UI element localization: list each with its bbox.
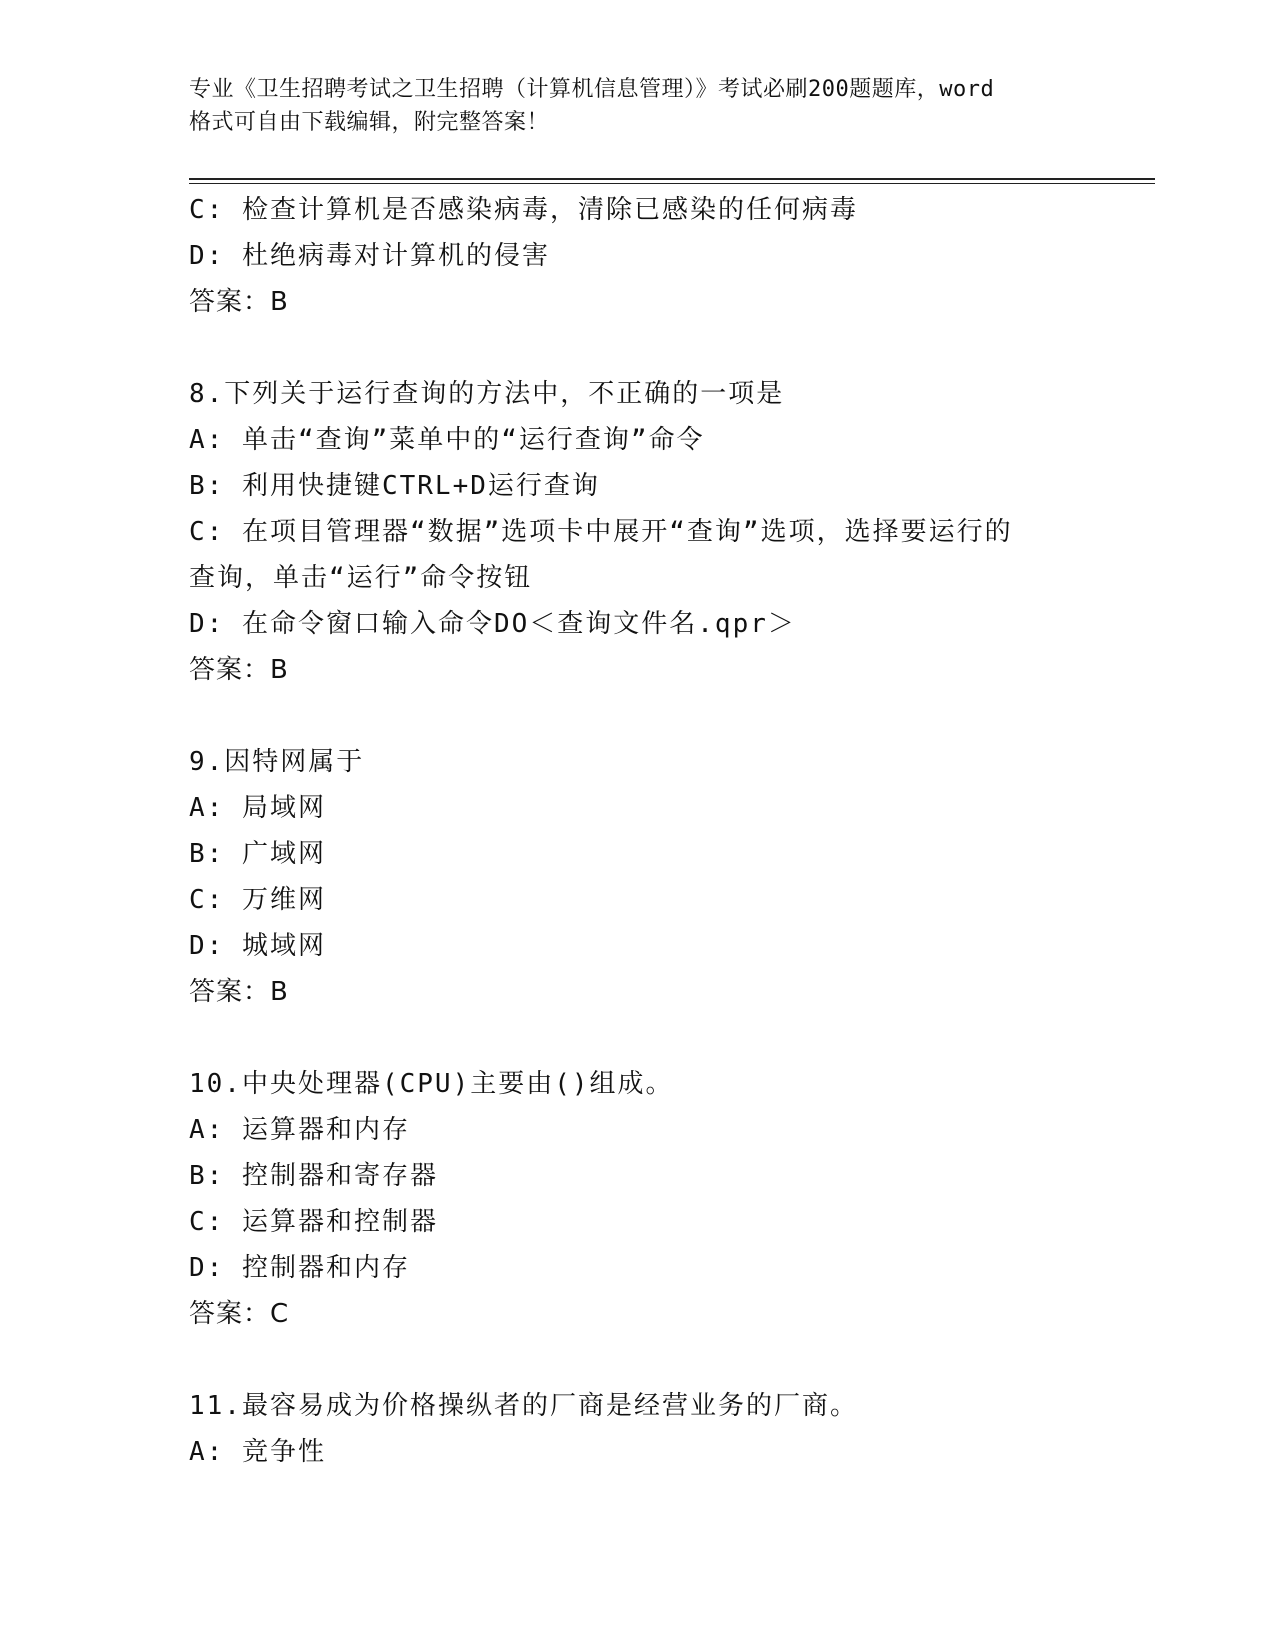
question-8 [189,371,1129,693]
question-list [189,187,1129,1475]
spacer [189,693,1129,739]
document-header [189,73,1089,139]
answer-line: 答案：B [189,977,289,1007]
spacer [189,325,1129,371]
option-c: C: 在项目管理器“数据”选项卡中展开“查询”选项，选择要运行的 [189,517,1013,547]
spacer [189,1015,1129,1061]
option-d: D: 城域网 [189,931,326,961]
option-d: D: 杜绝病毒对计算机的侵害 [189,241,550,271]
option-c: C: 运算器和控制器 [189,1207,438,1237]
answer-line: 答案：B [189,287,289,317]
header-line-1: 专业《卫生招聘考试之卫生招聘（计算机信息管理）》考试必刷200题题库，word [189,77,995,102]
option-a: A: 单击“查询”菜单中的“运行查询”命令 [189,425,705,455]
header-divider [189,178,1155,184]
option-d: D: 在命令窗口输入命令DO＜查询文件名.qpr＞ [189,609,796,639]
option-d: D: 控制器和内存 [189,1253,410,1283]
spacer [189,1337,1129,1383]
option-b: B: 利用快捷键CTRL+D运行查询 [189,471,600,501]
question-11 [189,1383,1129,1475]
option-b: B: 广域网 [189,839,326,869]
question-10 [189,1061,1129,1337]
option-a: A: 局域网 [189,793,326,823]
option-b: B: 控制器和寄存器 [189,1161,438,1191]
answer-line: 答案：C [189,1299,290,1329]
question-9 [189,739,1129,1015]
option-c-continued: 查询，单击“运行”命令按钮 [189,563,533,593]
header-line-2: 格式可自由下载编辑，附完整答案！ [189,110,550,135]
question-stem: 8.下列关于运行查询的方法中，不正确的一项是 [189,379,785,409]
option-c: C: 万维网 [189,885,326,915]
question-stem: 11.最容易成为价格操纵者的厂商是经营业务的厂商。 [189,1391,858,1421]
option-a: A: 竞争性 [189,1437,326,1467]
question-stem: 10.中央处理器(CPU)主要由()组成。 [189,1069,674,1099]
answer-line: 答案：B [189,655,289,685]
option-a: A: 运算器和内存 [189,1115,410,1145]
question-stem: 9.因特网属于 [189,747,365,777]
option-c: C: 检查计算机是否感染病毒，清除已感染的任何病毒 [189,195,858,225]
question-7-continuation [189,187,1129,325]
